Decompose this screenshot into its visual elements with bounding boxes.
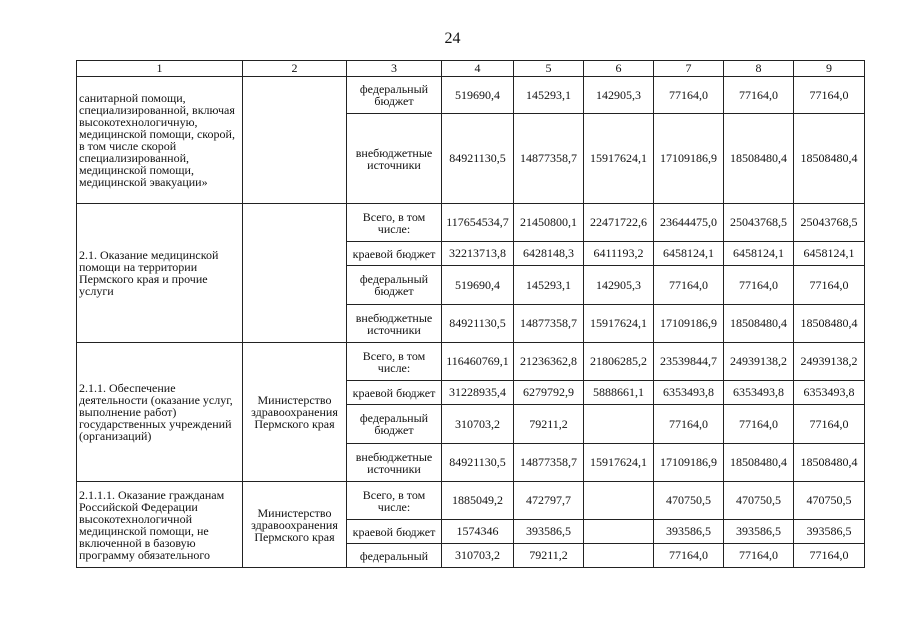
- value-cell: 6458124,1: [794, 242, 865, 266]
- value-cell: 24939138,2: [724, 343, 794, 381]
- value-cell: 145293,1: [514, 77, 584, 114]
- value-cell: 25043768,5: [724, 204, 794, 242]
- header-cell: 3: [347, 61, 442, 77]
- value-cell: 14877358,7: [514, 444, 584, 482]
- value-cell: 32213713,8: [442, 242, 514, 266]
- value-cell: 393586,5: [514, 520, 584, 544]
- value-cell: 24939138,2: [794, 343, 865, 381]
- funding-source: федеральный: [347, 544, 442, 568]
- header-cell: 8: [724, 61, 794, 77]
- value-cell: 79211,2: [514, 544, 584, 568]
- value-cell: 1885049,2: [442, 482, 514, 520]
- value-cell: 23644475,0: [654, 204, 724, 242]
- value-cell: 6411193,2: [584, 242, 654, 266]
- value-cell: 21236362,8: [514, 343, 584, 381]
- funding-source: Всего, в том числе:: [347, 204, 442, 242]
- value-cell: 79211,2: [514, 405, 584, 444]
- funding-source: Всего, в том числе:: [347, 343, 442, 381]
- value-cell: [584, 520, 654, 544]
- value-cell: 142905,3: [584, 77, 654, 114]
- value-cell: 17109186,9: [654, 114, 724, 204]
- funding-source: федеральный бюджет: [347, 77, 442, 114]
- executor: Министерство здравоохранения Пермского края: [243, 482, 347, 568]
- executor: Министерство здравоохранения Пермского края: [243, 343, 347, 482]
- funding-source: Всего, в том числе:: [347, 482, 442, 520]
- header-cell: 4: [442, 61, 514, 77]
- value-cell: 6353493,8: [654, 381, 724, 405]
- value-cell: 519690,4: [442, 266, 514, 305]
- table-row: [77, 77, 865, 114]
- value-cell: 77164,0: [794, 77, 865, 114]
- value-cell: 77164,0: [794, 266, 865, 305]
- value-cell: 310703,2: [442, 544, 514, 568]
- value-cell: 310703,2: [442, 405, 514, 444]
- value-cell: 18508480,4: [794, 305, 865, 343]
- value-cell: 116460769,1: [442, 343, 514, 381]
- funding-source: краевой бюджет: [347, 242, 442, 266]
- funding-source: краевой бюджет: [347, 520, 442, 544]
- value-cell: 470750,5: [654, 482, 724, 520]
- value-cell: 472797,7: [514, 482, 584, 520]
- value-cell: 18508480,4: [794, 114, 865, 204]
- header-cell: 2: [243, 61, 347, 77]
- table-row: [77, 482, 865, 520]
- value-cell: 14877358,7: [514, 305, 584, 343]
- value-cell: 470750,5: [724, 482, 794, 520]
- value-cell: 117654534,7: [442, 204, 514, 242]
- funding-source: федеральный бюджет: [347, 405, 442, 444]
- value-cell: 77164,0: [724, 77, 794, 114]
- value-cell: 84921130,5: [442, 114, 514, 204]
- value-cell: 77164,0: [724, 544, 794, 568]
- value-cell: 31228935,4: [442, 381, 514, 405]
- funding-source: внебюджетные источники: [347, 305, 442, 343]
- value-cell: [584, 482, 654, 520]
- header-cell: 6: [584, 61, 654, 77]
- header-cell: 9: [794, 61, 865, 77]
- value-cell: 15917624,1: [584, 444, 654, 482]
- executor: [243, 77, 347, 204]
- executor: [243, 204, 347, 343]
- value-cell: 6458124,1: [724, 242, 794, 266]
- header-cell: 1: [77, 61, 243, 77]
- value-cell: 77164,0: [724, 266, 794, 305]
- funding-source: федеральный бюджет: [347, 266, 442, 305]
- value-cell: 77164,0: [654, 544, 724, 568]
- value-cell: 15917624,1: [584, 305, 654, 343]
- funding-source: внебюджетные источники: [347, 444, 442, 482]
- value-cell: 6353493,8: [794, 381, 865, 405]
- value-cell: 18508480,4: [724, 444, 794, 482]
- header-cell: 5: [514, 61, 584, 77]
- value-cell: 77164,0: [724, 405, 794, 444]
- value-cell: [584, 405, 654, 444]
- budget-table: [76, 60, 865, 568]
- value-cell: 25043768,5: [794, 204, 865, 242]
- table-row: [77, 204, 865, 242]
- value-cell: 5888661,1: [584, 381, 654, 405]
- program-name: 2.1. Оказание медицинской помощи на территории Пермского края и прочие услуги: [77, 204, 243, 343]
- value-cell: 84921130,5: [442, 444, 514, 482]
- value-cell: 6279792,9: [514, 381, 584, 405]
- header-cell: 7: [654, 61, 724, 77]
- value-cell: 17109186,9: [654, 305, 724, 343]
- value-cell: 77164,0: [794, 405, 865, 444]
- value-cell: 21806285,2: [584, 343, 654, 381]
- value-cell: 15917624,1: [584, 114, 654, 204]
- value-cell: 17109186,9: [654, 444, 724, 482]
- value-cell: 84921130,5: [442, 305, 514, 343]
- program-name: 2.1.1.1. Оказание гражданам Российской Федерации высокотехнологичной медицинской помощи, не включенной в базовую программу обязательного: [77, 482, 243, 568]
- header-row: [77, 61, 865, 77]
- value-cell: 393586,5: [654, 520, 724, 544]
- value-cell: 77164,0: [654, 405, 724, 444]
- table-row: [77, 343, 865, 381]
- value-cell: 14877358,7: [514, 114, 584, 204]
- page-number: 24: [444, 30, 461, 47]
- program-name: санитарной помощи, специализированной, включая высокотехнологичную, медицинской помощи, скорой, в том числе скорой специализированной, медицинской помощи, медицинской эвакуации»: [77, 77, 243, 204]
- value-cell: 6428148,3: [514, 242, 584, 266]
- value-cell: 77164,0: [794, 544, 865, 568]
- value-cell: 470750,5: [794, 482, 865, 520]
- value-cell: 142905,3: [584, 266, 654, 305]
- value-cell: 1574346: [442, 520, 514, 544]
- funding-source: краевой бюджет: [347, 381, 442, 405]
- value-cell: 145293,1: [514, 266, 584, 305]
- value-cell: [584, 544, 654, 568]
- value-cell: 6353493,8: [724, 381, 794, 405]
- program-name: 2.1.1. Обеспечение деятельности (оказание услуг, выполнение работ) государственных учреждений (организаций): [77, 343, 243, 482]
- value-cell: 18508480,4: [724, 114, 794, 204]
- value-cell: 18508480,4: [724, 305, 794, 343]
- value-cell: 21450800,1: [514, 204, 584, 242]
- value-cell: 393586,5: [724, 520, 794, 544]
- value-cell: 77164,0: [654, 77, 724, 114]
- value-cell: 77164,0: [654, 266, 724, 305]
- value-cell: 393586,5: [794, 520, 865, 544]
- value-cell: 519690,4: [442, 77, 514, 114]
- value-cell: 23539844,7: [654, 343, 724, 381]
- funding-source: внебюджетные источники: [347, 114, 442, 204]
- value-cell: 6458124,1: [654, 242, 724, 266]
- value-cell: 18508480,4: [794, 444, 865, 482]
- value-cell: 22471722,6: [584, 204, 654, 242]
